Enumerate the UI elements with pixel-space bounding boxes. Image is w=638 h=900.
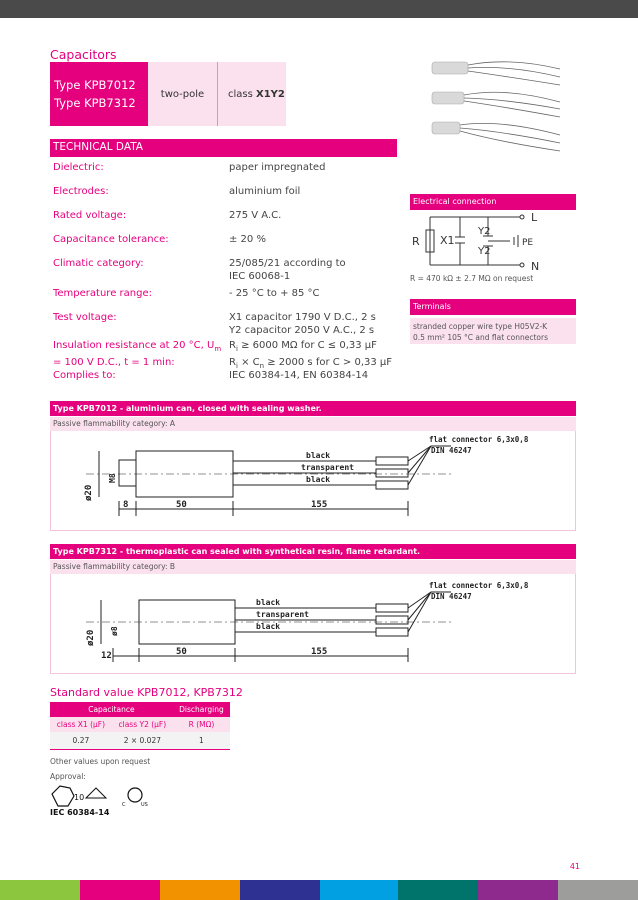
c-symbol: × C xyxy=(237,357,260,368)
electrical-label-pe: PE xyxy=(522,238,534,248)
wire-label-2: transparent xyxy=(301,463,354,472)
tech-label-temperature: Temperature range: xyxy=(53,288,152,299)
tech-label-electrodes: Electrodes: xyxy=(53,186,109,197)
section-title: Capacitors xyxy=(50,47,117,62)
table-cell-y2: 2 × 0.027 xyxy=(112,732,173,749)
diameter-label: ø20 xyxy=(86,629,96,646)
vde-mark-icon xyxy=(86,788,106,798)
table-col-y2: class Y2 (µF) xyxy=(112,717,173,732)
tech-value-test-voltage-line2: Y2 capacitor 2050 V A.C., 2 s xyxy=(229,325,375,336)
electrical-label-y2a: Y2 xyxy=(478,226,491,237)
table-cell-x1: 0.27 xyxy=(50,732,112,749)
dim-3: 155 xyxy=(311,500,328,510)
tech-label-insulation-line2: = 100 V D.C., t = 1 min: xyxy=(53,357,175,368)
kpb7312-drawing xyxy=(50,574,576,674)
r-sub: i xyxy=(235,345,238,353)
electrical-note: R = 470 kΩ ± 2.7 MΩ on request xyxy=(410,274,534,283)
dim-2: 50 xyxy=(176,647,187,657)
c-sub: n xyxy=(259,362,265,370)
kpb7012-drawing xyxy=(50,431,576,531)
dim-1: 12 xyxy=(101,651,112,661)
tech-label-insulation-sub: m xyxy=(214,345,222,353)
tech-value-temperature: - 25 °C to + 85 °C xyxy=(229,288,320,299)
class-cell xyxy=(218,62,286,126)
tech-value-insulation xyxy=(229,339,392,373)
other-values-note: Other values upon request xyxy=(50,757,151,766)
kpb7312-header: Type KPB7312 - thermoplastic can sealed with synthetical resin, flame retardant. xyxy=(50,544,576,559)
kpb7312-subheader: Passive flammability category: B xyxy=(50,560,576,574)
table-col-r: R (MΩ) xyxy=(173,717,230,732)
tech-data-header: TECHNICAL DATA xyxy=(50,139,397,156)
table-head-capacitance: Capacitance xyxy=(50,702,173,717)
tech-label-tolerance: Capacitance tolerance: xyxy=(53,234,169,245)
top-bar xyxy=(0,0,638,18)
standard-title: Standard value KPB7012, KPB7312 xyxy=(50,686,243,699)
tech-value-test-voltage-line1: X1 capacitor 1790 V D.C., 2 s xyxy=(229,312,376,323)
dim-1: 8 xyxy=(123,500,129,510)
terminals-line1: stranded copper wire type H05V2-K xyxy=(413,322,548,331)
dim-2: 50 xyxy=(176,500,187,510)
footer-bar-segment xyxy=(478,880,558,900)
tech-value-insulation-line2: ≥ 2000 s for C > 0,33 µF xyxy=(264,357,393,368)
connector-label: flat connector 6,3x0,8 xyxy=(429,435,529,444)
table-head-discharging: Discharging xyxy=(173,702,230,717)
certification-logos xyxy=(50,784,150,818)
electrical-label-n: N xyxy=(531,260,540,272)
tech-value-climatic-line2: IEC 60068-1 xyxy=(229,271,291,282)
thread-label: M8 xyxy=(108,473,117,483)
approval-label: Approval: xyxy=(50,772,86,781)
wire-label-3: black xyxy=(256,622,281,631)
din-label: DIN 46247 xyxy=(431,592,472,601)
footer-bar-segment xyxy=(398,880,478,900)
enec-mark-icon xyxy=(52,786,74,806)
tech-label-insulation-line1: Insulation resistance at 20 °C, U xyxy=(53,340,215,351)
electrical-label-r: R xyxy=(412,235,420,248)
csa-c-label: C xyxy=(122,802,126,808)
connector-label: flat connector 6,3x0,8 xyxy=(429,581,529,590)
poles-value: two-pole xyxy=(160,88,205,100)
tech-label-dielectric: Dielectric: xyxy=(53,162,104,173)
tech-value-test-voltage xyxy=(229,311,376,337)
r-sub: i xyxy=(235,362,238,370)
cert-iec-label: IEC 60384-14 xyxy=(50,808,110,817)
dim-3: 155 xyxy=(311,647,328,657)
diameter-label-2: ø8 xyxy=(110,626,119,636)
page-number: 41 xyxy=(569,862,580,871)
electrical-label-y2b: Y2 xyxy=(478,246,491,257)
tech-value-climatic xyxy=(229,257,346,283)
csa-us-label: US xyxy=(141,802,148,808)
footer-bar-segment xyxy=(240,880,320,900)
tech-value-dielectric: paper impregnated xyxy=(229,162,326,173)
tech-value-electrodes: aluminium foil xyxy=(229,186,301,197)
tech-value-complies: IEC 60384-14, EN 60384-14 xyxy=(229,370,369,381)
standard-table xyxy=(50,702,230,750)
footer-bar-segment xyxy=(558,880,638,900)
table-col-x1: class X1 (µF) xyxy=(50,717,112,732)
kpb7012-subheader: Passive flammability category: A xyxy=(50,417,576,431)
divider xyxy=(50,156,397,157)
tech-value-tolerance: ± 20 % xyxy=(229,234,266,245)
type-list xyxy=(50,62,148,126)
terminals-header: Terminals xyxy=(410,299,576,315)
electrical-diagram xyxy=(410,210,576,272)
electrical-label-x1: X1 xyxy=(440,234,455,247)
electrical-header: Electrical connection xyxy=(410,194,576,210)
poles-cell xyxy=(148,62,217,126)
diameter-label: ø20 xyxy=(84,484,94,501)
terminals-line2: 0.5 mm² 105 °C and flat connectors xyxy=(413,333,548,342)
type-kpb7012-label: Type KPB7012 xyxy=(54,78,136,92)
csa-mark-icon xyxy=(128,788,142,802)
wire-label-1: black xyxy=(306,451,331,460)
terminals-body xyxy=(410,318,576,344)
din-label: DIN 46247 xyxy=(431,446,472,455)
r-symbol: R xyxy=(229,357,236,368)
wire-label-3: black xyxy=(306,475,331,484)
electrical-label-l: L xyxy=(531,211,538,224)
product-photo xyxy=(410,47,576,195)
footer-bar-segment xyxy=(160,880,240,900)
class-prefix: class xyxy=(228,88,257,100)
footer-bar-segment xyxy=(320,880,398,900)
r-symbol: R xyxy=(229,340,236,351)
wire-label-1: black xyxy=(256,598,281,607)
tech-label-rated-voltage: Rated voltage: xyxy=(53,210,127,221)
wire-label-2: transparent xyxy=(256,610,309,619)
cert-number: 10 xyxy=(74,793,85,802)
footer-bar-segment xyxy=(0,880,80,900)
tech-label-insulation xyxy=(53,339,223,369)
table-cell-r: 1 xyxy=(173,732,230,749)
tech-value-rated-voltage: 275 V A.C. xyxy=(229,210,282,221)
footer-bar-segment xyxy=(80,880,160,900)
tech-label-complies: Complies to: xyxy=(53,370,116,381)
tech-value-climatic-line1: 25/085/21 according to xyxy=(229,258,346,269)
class-value: X1Y2 xyxy=(256,88,285,100)
type-kpb7312-label: Type KPB7312 xyxy=(54,96,136,110)
tech-label-test-voltage: Test voltage: xyxy=(53,312,117,323)
tech-label-climatic: Climatic category: xyxy=(53,258,144,269)
tech-value-insulation-line1: ≥ 6000 MΩ for C ≤ 0,33 µF xyxy=(237,340,377,351)
kpb7012-header: Type KPB7012 - aluminium can, closed with sealing washer. xyxy=(50,401,576,416)
